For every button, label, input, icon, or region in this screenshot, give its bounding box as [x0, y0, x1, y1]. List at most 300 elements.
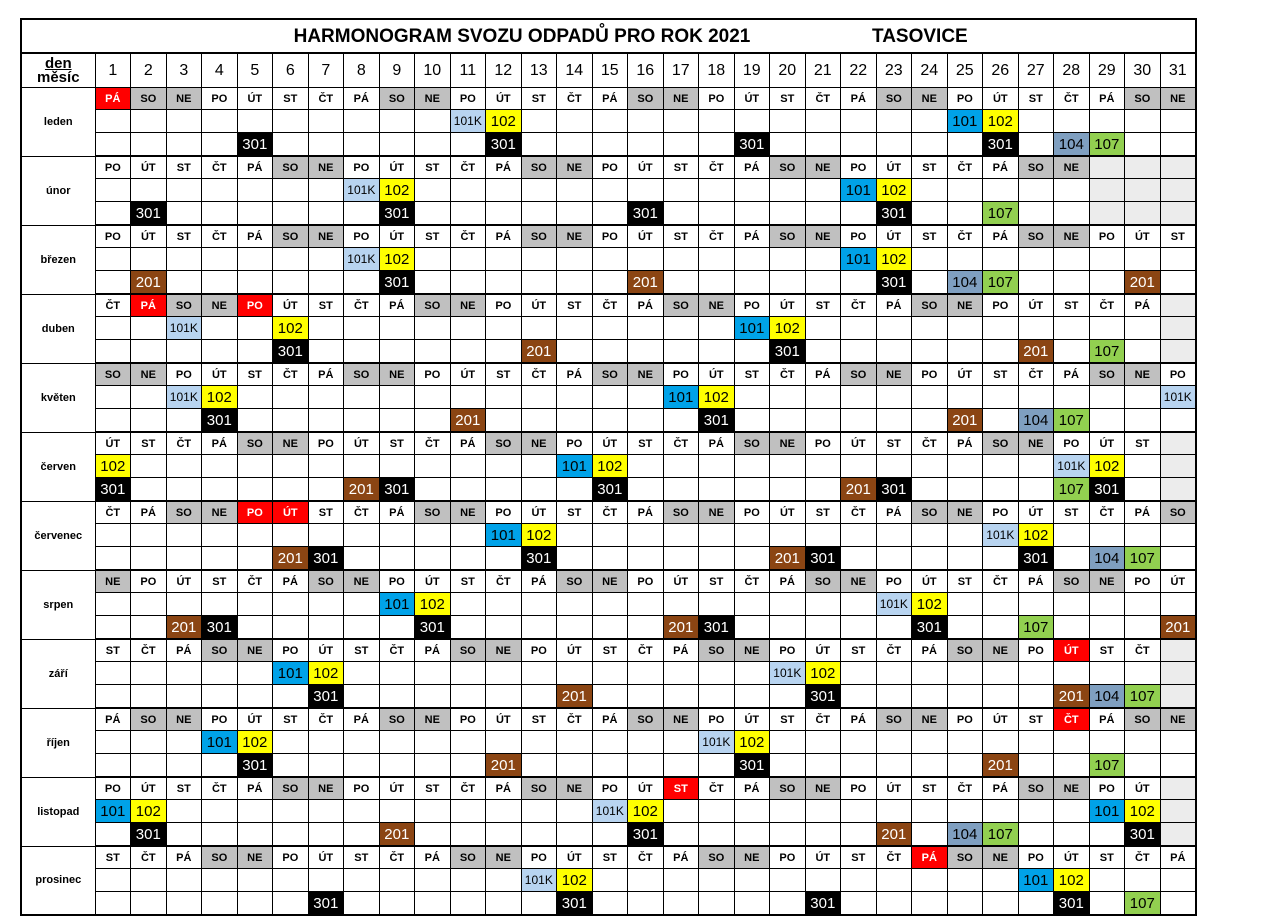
empty-cell [131, 869, 167, 892]
empty-cell [734, 616, 770, 640]
unused-day-cell [1089, 156, 1125, 179]
empty-cell [486, 317, 522, 340]
empty-cell [344, 892, 380, 916]
collection-code: 101 [379, 593, 415, 616]
weekday-cell: NE [237, 639, 273, 662]
empty-cell [557, 340, 593, 364]
weekday-cell: SO [344, 363, 380, 386]
weekday-cell: SO [131, 88, 167, 110]
weekday-cell: PÁ [557, 363, 593, 386]
empty-cell [663, 271, 699, 295]
empty-cell [1160, 248, 1196, 271]
empty-cell [131, 593, 167, 616]
empty-cell [308, 524, 344, 547]
empty-cell [450, 731, 486, 754]
weekday-cell: PO [1125, 570, 1161, 593]
weekday-cell: ÚT [876, 777, 912, 800]
collection-code: 101K [450, 110, 486, 133]
weekday-row [21, 363, 1196, 386]
empty-cell [770, 616, 806, 640]
weekday-cell: ST [273, 88, 309, 110]
empty-cell [983, 340, 1019, 364]
empty-cell [486, 179, 522, 202]
empty-cell [379, 731, 415, 754]
empty-cell [805, 478, 841, 502]
empty-cell [983, 317, 1019, 340]
weekday-cell: ST [770, 88, 806, 110]
empty-cell [1160, 547, 1196, 571]
collection-code: 301 [592, 478, 628, 502]
empty-cell [521, 754, 557, 778]
weekday-cell: ÚT [1089, 432, 1125, 455]
empty-cell [1089, 317, 1125, 340]
weekday-cell: SO [379, 708, 415, 731]
empty-cell [95, 547, 131, 571]
empty-cell [1054, 271, 1090, 295]
weekday-cell: PO [521, 639, 557, 662]
empty-cell [131, 662, 167, 685]
weekday-cell: ČT [699, 225, 735, 248]
empty-cell [237, 271, 273, 295]
weekday-cell: ČT [557, 708, 593, 731]
empty-cell [805, 754, 841, 778]
weekday-cell: PÁ [734, 777, 770, 800]
collection-code: 101K [1160, 386, 1196, 409]
weekday-cell: ČT [592, 294, 628, 317]
empty-cell [166, 202, 202, 226]
weekday-cell: NE [166, 88, 202, 110]
empty-cell [131, 340, 167, 364]
weekday-cell: ÚT [947, 363, 983, 386]
weekday-cell: ČT [628, 846, 664, 869]
empty-cell [450, 317, 486, 340]
empty-cell [770, 800, 806, 823]
collection-code: 301 [379, 271, 415, 295]
empty-cell [344, 547, 380, 571]
weekday-cell: PÁ [592, 708, 628, 731]
collection-code: 301 [699, 409, 735, 433]
empty-cell [663, 248, 699, 271]
empty-cell [699, 179, 735, 202]
collection-code: 201 [663, 616, 699, 640]
empty-cell [486, 409, 522, 433]
empty-cell [131, 892, 167, 916]
empty-cell [131, 179, 167, 202]
empty-cell [805, 455, 841, 478]
empty-cell [947, 179, 983, 202]
collection-code: 102 [770, 317, 806, 340]
collection-code: 102 [628, 800, 664, 823]
weekday-cell: PO [521, 846, 557, 869]
weekday-cell: PÁ [876, 294, 912, 317]
weekday-cell: PÁ [95, 708, 131, 731]
empty-cell [1089, 892, 1125, 916]
collection-code: 102 [805, 662, 841, 685]
empty-cell [983, 616, 1019, 640]
weekday-cell: PO [1018, 846, 1054, 869]
weekday-cell: ST [557, 501, 593, 524]
month-label: únor [21, 156, 95, 225]
weekday-cell: ÚT [841, 432, 877, 455]
weekday-cell: PO [95, 225, 131, 248]
empty-cell [699, 455, 735, 478]
empty-cell [1054, 179, 1090, 202]
weekday-cell: ČT [450, 225, 486, 248]
empty-cell [770, 892, 806, 916]
unused-day-cell [1160, 777, 1196, 800]
empty-cell [770, 179, 806, 202]
empty-cell [308, 869, 344, 892]
collection-code: 301 [734, 754, 770, 778]
empty-cell [770, 754, 806, 778]
collection-code: 301 [1018, 547, 1054, 571]
empty-cell [521, 892, 557, 916]
weekday-cell: SO [699, 639, 735, 662]
empty-cell [131, 754, 167, 778]
month-label: červen [21, 432, 95, 501]
weekday-cell: NE [1160, 708, 1196, 731]
weekday-cell: NE [1125, 363, 1161, 386]
weekday-cell: PO [131, 570, 167, 593]
weekday-cell: SO [876, 708, 912, 731]
weekday-cell: SO [131, 708, 167, 731]
empty-cell [237, 685, 273, 709]
empty-cell [734, 524, 770, 547]
empty-cell [557, 248, 593, 271]
empty-cell [770, 455, 806, 478]
empty-cell [699, 823, 735, 847]
empty-cell [841, 317, 877, 340]
weekday-cell: ST [1125, 432, 1161, 455]
empty-cell [521, 386, 557, 409]
empty-cell [912, 409, 948, 433]
empty-cell [876, 386, 912, 409]
weekday-cell: ST [95, 846, 131, 869]
empty-cell [450, 892, 486, 916]
empty-cell [379, 455, 415, 478]
empty-cell [415, 202, 451, 226]
weekday-cell: PÁ [947, 432, 983, 455]
weekday-cell: NE [557, 777, 593, 800]
empty-cell [308, 202, 344, 226]
collection-code: 101 [947, 110, 983, 133]
empty-cell [876, 685, 912, 709]
weekday-cell: NE [95, 570, 131, 593]
weekday-cell: PO [308, 432, 344, 455]
collection-row-b [21, 202, 1196, 226]
collection-code: 104 [1018, 409, 1054, 433]
weekday-cell: PÁ [912, 639, 948, 662]
day-number-3: 3 [166, 53, 202, 88]
empty-cell [592, 133, 628, 157]
empty-cell [805, 869, 841, 892]
empty-cell [450, 271, 486, 295]
weekday-cell: ST [1054, 294, 1090, 317]
empty-cell [699, 478, 735, 502]
empty-cell [273, 524, 309, 547]
empty-cell [521, 271, 557, 295]
empty-cell [734, 547, 770, 571]
weekday-cell: SO [166, 294, 202, 317]
weekday-cell: SO [308, 570, 344, 593]
empty-cell [663, 478, 699, 502]
empty-cell [805, 317, 841, 340]
empty-cell [344, 202, 380, 226]
weekday-cell: PO [592, 777, 628, 800]
collection-code: 102 [202, 386, 238, 409]
unused-day-cell [1160, 685, 1196, 709]
collection-code: 101 [273, 662, 309, 685]
empty-cell [1054, 547, 1090, 571]
day-number-6: 6 [273, 53, 309, 88]
collection-code: 301 [486, 133, 522, 157]
weekday-cell: ČT [1054, 88, 1090, 110]
weekday-cell: ST [521, 708, 557, 731]
weekday-cell: PO [1089, 225, 1125, 248]
empty-cell [202, 340, 238, 364]
empty-cell [415, 800, 451, 823]
weekday-cell: PÁ [166, 639, 202, 662]
weekday-cell: ČT [841, 501, 877, 524]
collection-code: 201 [486, 754, 522, 778]
collection-code: 101K [876, 593, 912, 616]
collection-code: 101 [95, 800, 131, 823]
empty-cell [486, 662, 522, 685]
empty-cell [912, 731, 948, 754]
empty-cell [912, 478, 948, 502]
empty-cell [1125, 731, 1161, 754]
empty-cell [202, 823, 238, 847]
collection-code: 301 [308, 685, 344, 709]
empty-cell [95, 248, 131, 271]
empty-cell [734, 685, 770, 709]
weekday-cell: ČT [379, 639, 415, 662]
empty-cell [521, 248, 557, 271]
empty-cell [912, 271, 948, 295]
empty-cell [450, 133, 486, 157]
empty-cell [770, 271, 806, 295]
empty-cell [202, 202, 238, 226]
weekday-cell: NE [770, 432, 806, 455]
weekday-cell: ČT [202, 156, 238, 179]
empty-cell [983, 386, 1019, 409]
empty-cell [841, 823, 877, 847]
day-number-21: 21 [805, 53, 841, 88]
empty-cell [202, 754, 238, 778]
weekday-cell: PÁ [628, 294, 664, 317]
collection-code: 101 [486, 524, 522, 547]
weekday-cell: NE [592, 570, 628, 593]
collection-code: 301 [202, 616, 238, 640]
empty-cell [95, 133, 131, 157]
weekday-cell: NE [379, 363, 415, 386]
unused-day-cell [1160, 823, 1196, 847]
weekday-cell: PÁ [486, 777, 522, 800]
empty-cell [521, 478, 557, 502]
empty-cell [628, 547, 664, 571]
unused-day-cell [1160, 294, 1196, 317]
weekday-cell: ST [876, 432, 912, 455]
empty-cell [876, 317, 912, 340]
collection-code: 102 [1054, 869, 1090, 892]
title-bar [20, 18, 1197, 52]
empty-cell [557, 133, 593, 157]
empty-cell [663, 317, 699, 340]
weekday-cell: ÚT [273, 294, 309, 317]
weekday-cell: NE [521, 432, 557, 455]
weekday-cell: PÁ [486, 156, 522, 179]
empty-cell [1089, 409, 1125, 433]
weekday-cell: SO [770, 156, 806, 179]
empty-cell [947, 892, 983, 916]
collection-code: 301 [379, 478, 415, 502]
empty-cell [521, 110, 557, 133]
weekday-cell: ÚT [770, 294, 806, 317]
empty-cell [983, 248, 1019, 271]
collection-code: 301 [770, 340, 806, 364]
empty-cell [805, 386, 841, 409]
weekday-cell: ČT [95, 294, 131, 317]
empty-cell [95, 524, 131, 547]
empty-cell [273, 386, 309, 409]
empty-cell [663, 179, 699, 202]
empty-cell [379, 133, 415, 157]
weekday-row [21, 501, 1196, 524]
empty-cell [521, 800, 557, 823]
empty-cell [202, 110, 238, 133]
collection-code: 102 [983, 110, 1019, 133]
weekday-cell: ČT [1089, 294, 1125, 317]
empty-cell [450, 593, 486, 616]
empty-cell [344, 386, 380, 409]
empty-cell [237, 478, 273, 502]
empty-cell [699, 593, 735, 616]
weekday-cell: ČT [628, 639, 664, 662]
collection-code: 104 [1089, 685, 1125, 709]
weekday-cell: PÁ [237, 225, 273, 248]
empty-cell [1054, 386, 1090, 409]
empty-cell [592, 179, 628, 202]
collection-code: 201 [557, 685, 593, 709]
empty-cell [592, 271, 628, 295]
weekday-cell: ČT [912, 432, 948, 455]
empty-cell [699, 892, 735, 916]
empty-cell [1089, 271, 1125, 295]
empty-cell [1018, 179, 1054, 202]
empty-cell [166, 271, 202, 295]
empty-cell [663, 823, 699, 847]
weekday-cell: PO [699, 708, 735, 731]
weekday-cell: ÚT [912, 570, 948, 593]
empty-cell [841, 455, 877, 478]
empty-cell [273, 685, 309, 709]
day-number-20: 20 [770, 53, 806, 88]
empty-cell [983, 662, 1019, 685]
empty-cell [841, 340, 877, 364]
collection-code: 201 [1125, 271, 1161, 295]
empty-cell [202, 800, 238, 823]
empty-cell [1054, 248, 1090, 271]
empty-cell [947, 662, 983, 685]
empty-cell [237, 248, 273, 271]
empty-cell [628, 386, 664, 409]
day-number-10: 10 [415, 53, 451, 88]
weekday-cell: ČT [1089, 501, 1125, 524]
empty-cell [1089, 524, 1125, 547]
empty-cell [912, 202, 948, 226]
empty-cell [1125, 478, 1161, 502]
empty-cell [947, 524, 983, 547]
weekday-cell: NE [841, 570, 877, 593]
month-label: březen [21, 225, 95, 294]
empty-cell [131, 110, 167, 133]
empty-cell [734, 248, 770, 271]
weekday-cell: ČT [1018, 363, 1054, 386]
empty-cell [557, 754, 593, 778]
empty-cell [876, 409, 912, 433]
weekday-cell: NE [308, 225, 344, 248]
day-number-27: 27 [1018, 53, 1054, 88]
empty-cell [1018, 317, 1054, 340]
empty-cell [237, 547, 273, 571]
collection-code: 301 [95, 478, 131, 502]
empty-cell [805, 110, 841, 133]
empty-cell [912, 386, 948, 409]
empty-cell [1054, 340, 1090, 364]
collection-code: 301 [415, 616, 451, 640]
collection-code: 201 [131, 271, 167, 295]
weekday-cell: ST [415, 225, 451, 248]
empty-cell [912, 524, 948, 547]
empty-cell [876, 662, 912, 685]
collection-code: 102 [912, 593, 948, 616]
empty-cell [237, 593, 273, 616]
unused-day-cell [1125, 156, 1161, 179]
empty-cell [131, 616, 167, 640]
collection-code: 301 [699, 616, 735, 640]
day-number-13: 13 [521, 53, 557, 88]
collection-code: 101K [592, 800, 628, 823]
collection-row-a [21, 248, 1196, 271]
empty-cell [273, 202, 309, 226]
empty-cell [876, 869, 912, 892]
weekday-cell: PO [486, 501, 522, 524]
empty-cell [95, 593, 131, 616]
weekday-cell: ST [912, 225, 948, 248]
empty-cell [450, 823, 486, 847]
empty-cell [131, 455, 167, 478]
empty-cell [947, 593, 983, 616]
weekday-cell: ST [663, 225, 699, 248]
weekday-cell: ST [1018, 708, 1054, 731]
collection-code: 101 [202, 731, 238, 754]
weekday-cell: ÚT [415, 570, 451, 593]
empty-cell [486, 892, 522, 916]
weekday-cell: ÚT [1160, 570, 1196, 593]
empty-cell [166, 593, 202, 616]
weekday-cell: ST [734, 363, 770, 386]
empty-cell [557, 317, 593, 340]
empty-cell [1018, 271, 1054, 295]
empty-cell [237, 409, 273, 433]
weekday-cell: SO [876, 88, 912, 110]
weekday-cell: ÚT [805, 639, 841, 662]
empty-cell [592, 547, 628, 571]
empty-cell [912, 110, 948, 133]
empty-cell [734, 800, 770, 823]
weekday-cell: PO [628, 570, 664, 593]
empty-cell [308, 616, 344, 640]
